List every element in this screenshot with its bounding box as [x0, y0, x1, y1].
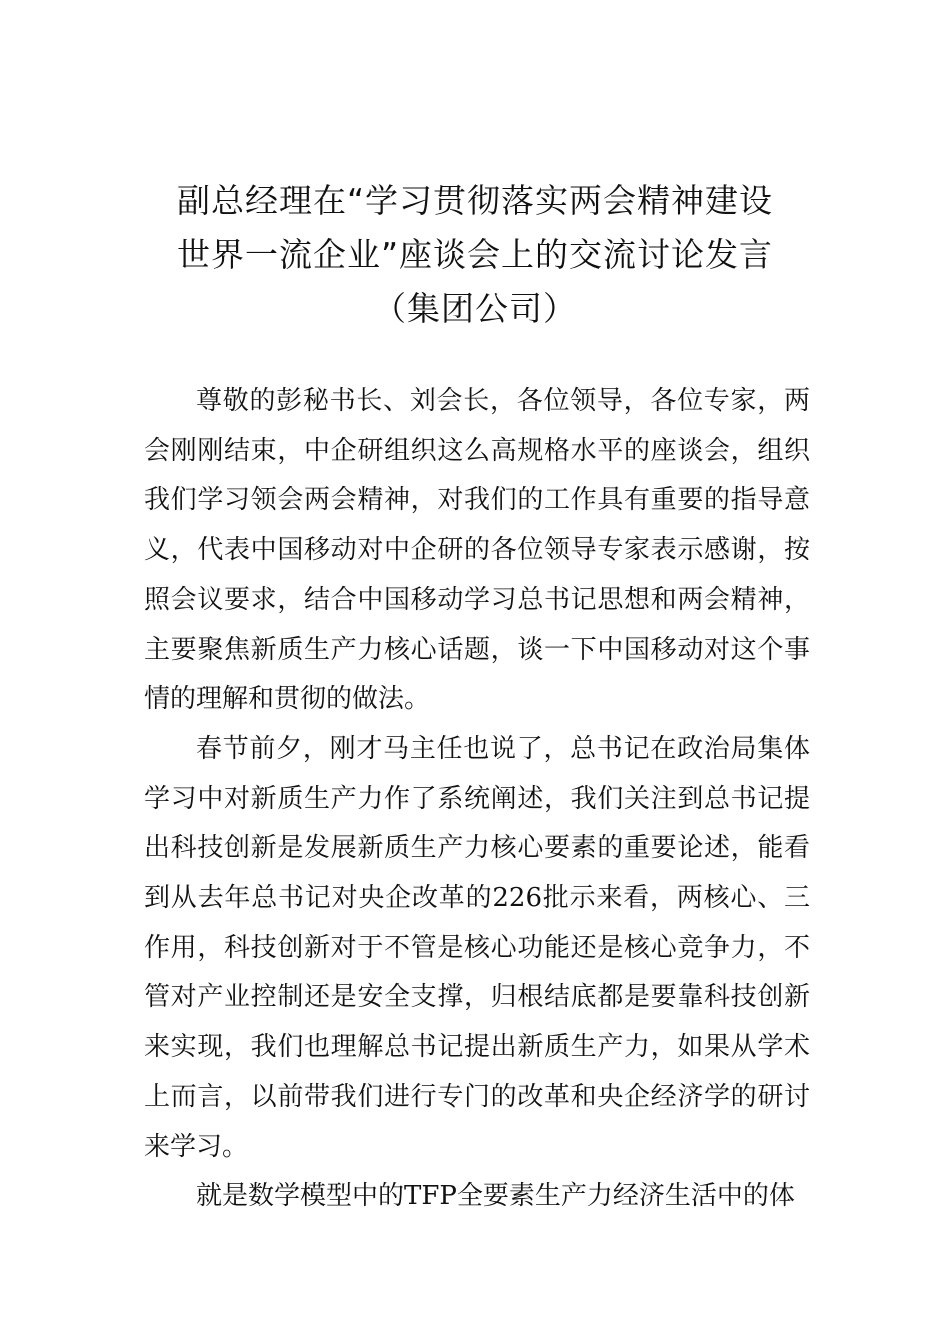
title-line-1: 副总经理在“学习贯彻落实两会精神建设	[176, 181, 774, 220]
paragraph-opening: 尊敬的彭秘书长、刘会长，各位领导，各位专家，两会刚刚结束，中企研组织这么高规格水平的座谈会，组织我们学习领会两会精神，对我们的工作具有重要的指导意义，代表中国移动对中企研的各位领导专家表示感谢，按照会议要求，结合中国移动学习总书记思想和两会精神，主要聚焦新质生产力核心话题，谈一下中国移动对这个事情的理解和贯彻的做法。	[144, 386, 810, 715]
paragraph-spring-festival: 春节前夕，刚才马主任也说了，总书记在政治局集体学习中对新质生产力作了系统阐述，我们关注到总书记提出科技创新是发展新质生产力核心要素的重要论述，能看到从去年总书记对央企改革的226批示来看，两核心、三作用，科技创新对于不管是核心功能还是核心竞争力，不管对产业控制还是安全支撑，归根结底都是要靠科技创新来实现，我们也理解总书记提出新质生产力，如果从学术上而言，以前带我们进行专门的改革和央企经济学的研讨来学习。	[144, 733, 810, 1162]
document-body	[144, 377, 810, 1222]
title-line-3: （集团公司）	[373, 289, 577, 328]
title-line-2: 世界一流企业”座谈会上的交流讨论发言	[176, 235, 774, 274]
document-title	[140, 174, 810, 336]
paragraph-tfp: 就是数学模型中的TFP全要素生产力经济生活中的体	[196, 1181, 795, 1212]
